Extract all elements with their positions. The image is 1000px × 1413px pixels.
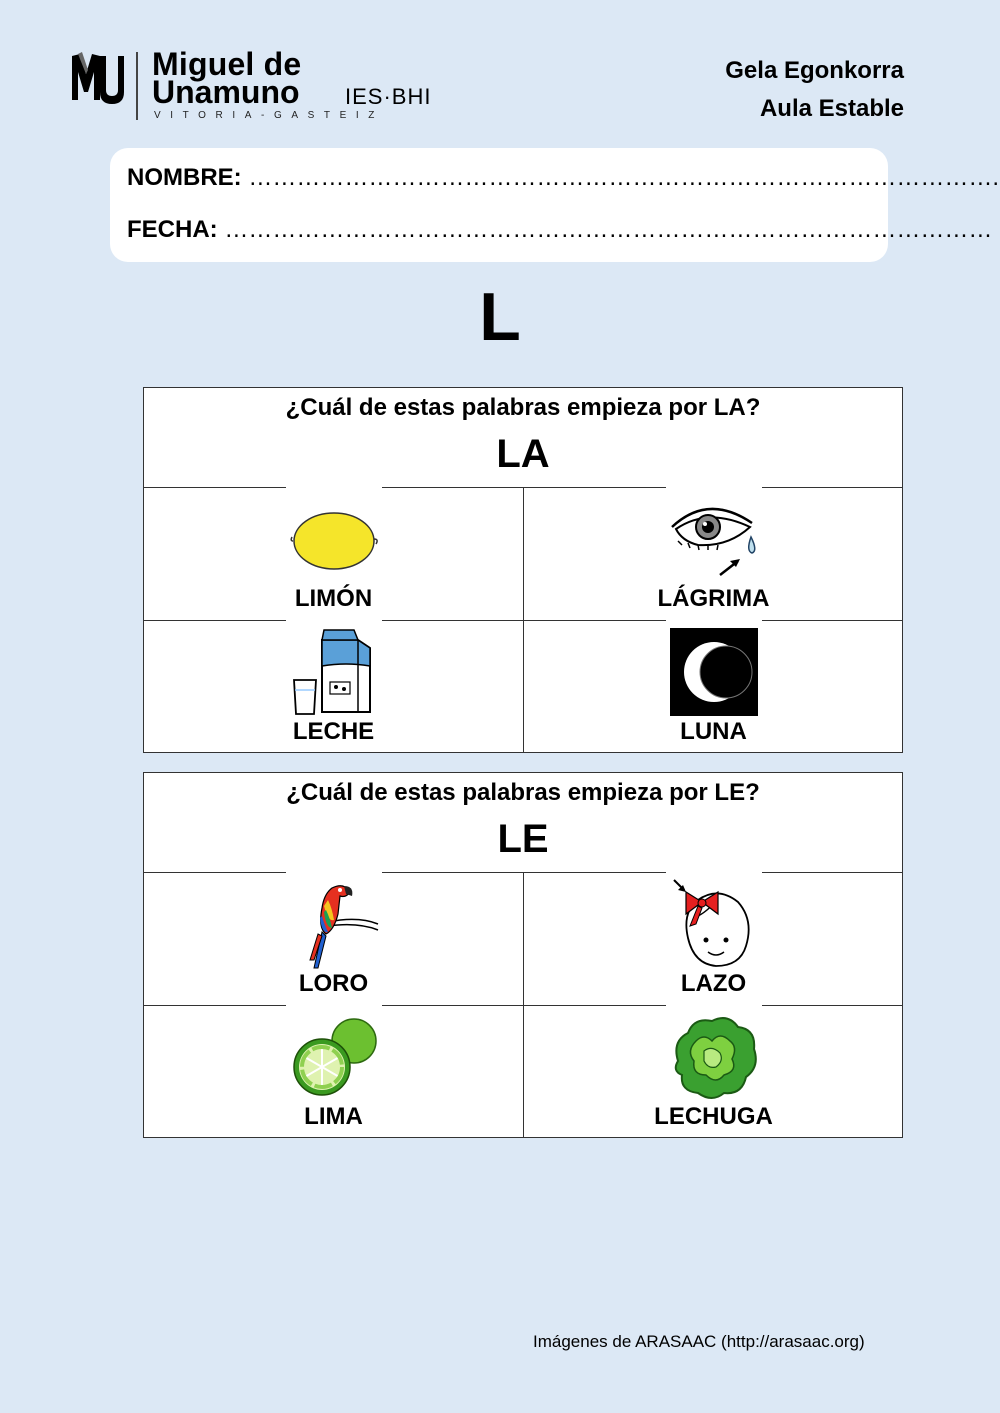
option-cell[interactable] <box>144 620 523 753</box>
logo-divider <box>136 52 138 120</box>
date-dots: …………………………………………………………………………………… <box>224 216 993 243</box>
parrot-icon <box>288 878 380 970</box>
image-credit: Imágenes de ARASAAC (http://arasaac.org) <box>533 1332 865 1351</box>
mu-logo-icon <box>70 50 124 106</box>
option-word: LÁGRIMA <box>657 585 770 612</box>
moon-icon <box>668 626 760 718</box>
option-cell[interactable] <box>524 872 903 1005</box>
name-dots: …………………………………………………………………………………. <box>248 164 999 191</box>
exercise-syllable: LA <box>496 432 550 476</box>
exercise-question: ¿Cuál de estas palabras empieza por LE? <box>286 779 760 806</box>
name-field[interactable] <box>127 164 999 192</box>
picture-frame <box>286 1003 382 1111</box>
picture-frame <box>666 1003 762 1111</box>
picture-frame <box>666 618 762 726</box>
picture-frame <box>666 485 762 593</box>
logo-school-name-line1: Miguel de <box>152 46 302 82</box>
bow-icon <box>668 878 760 970</box>
option-word: LECHE <box>292 718 375 745</box>
picture-frame <box>286 618 382 726</box>
option-word: LUNA <box>680 718 747 745</box>
logo-school-name-line2: Unamuno <box>152 74 300 110</box>
lime-icon <box>288 1011 380 1103</box>
option-word: LIMA <box>304 1103 363 1130</box>
option-cell[interactable] <box>144 1005 523 1138</box>
logo-ies: IES·BHI <box>345 84 432 109</box>
option-word: LECHUGA <box>654 1103 773 1130</box>
date-label: FECHA: <box>127 216 218 243</box>
picture-frame <box>286 485 382 593</box>
option-cell[interactable] <box>524 1005 903 1138</box>
classroom-spanish: Aula Estable <box>759 95 904 122</box>
classroom-basque: Gela Egonkorra <box>725 57 904 84</box>
date-field[interactable] <box>127 216 992 244</box>
option-cell[interactable] <box>144 487 523 620</box>
option-cell[interactable] <box>144 872 523 1005</box>
school-logo <box>70 48 450 128</box>
exercise-le <box>143 772 903 1138</box>
picture-frame <box>666 870 762 978</box>
page-title: L <box>479 279 521 355</box>
logo-city: VITORIA-GASTEIZ <box>154 110 384 121</box>
exercise-question: ¿Cuál de estas palabras empieza por LA? <box>285 394 761 421</box>
student-info-box <box>110 148 999 262</box>
picture-frame <box>286 870 382 978</box>
exercise-la <box>143 387 903 753</box>
milk-icon <box>288 626 380 718</box>
option-cell[interactable] <box>524 620 903 753</box>
tear-icon <box>668 493 760 585</box>
option-word: LORO <box>298 970 369 997</box>
option-word: LIMÓN <box>294 585 373 612</box>
name-label: NOMBRE: <box>127 164 242 191</box>
option-word: LAZO <box>680 970 747 997</box>
classroom-header <box>725 52 904 128</box>
lettuce-icon <box>668 1011 760 1103</box>
option-cell[interactable] <box>524 487 903 620</box>
exercise-syllable: LE <box>497 817 549 861</box>
lemon-icon <box>288 493 380 585</box>
